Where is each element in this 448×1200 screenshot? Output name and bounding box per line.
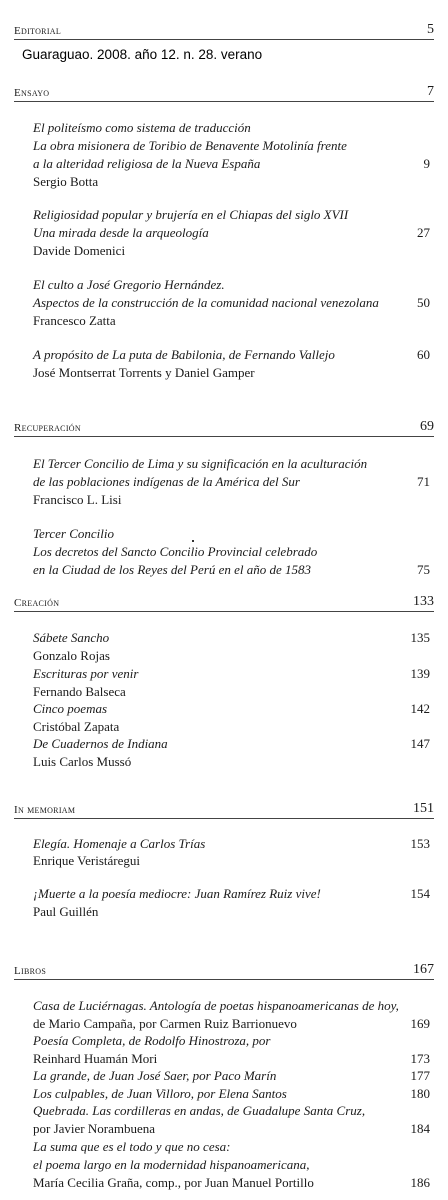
divider xyxy=(14,818,434,819)
entry-title-line: Elegía. Homenaje a Carlos Trías xyxy=(33,836,206,851)
entry-author: Cristóbal Zapata xyxy=(33,719,120,734)
section-page: 5 xyxy=(427,22,434,37)
entry-page: 60 xyxy=(417,347,430,362)
section-label: In memoriam xyxy=(14,804,76,816)
entry-title-line: Casa de Luciérnagas. Antología de poetas hispanoamericanas de hoy, xyxy=(33,998,399,1013)
section-label: Ensayo xyxy=(14,87,50,99)
entry-page: 186 xyxy=(410,1175,430,1190)
section-label: Creación xyxy=(14,597,60,609)
entry-credit: por Javier Norambuena xyxy=(33,1121,156,1136)
entry-title-line: el poema largo en la modernidad hispanoamericana, xyxy=(33,1157,310,1172)
section-header-libros xyxy=(14,960,434,980)
divider xyxy=(14,436,434,437)
entry-title-line: a la alteridad religiosa de la Nueva España xyxy=(33,156,261,171)
entry-title-line: El Tercer Concilio de Lima y su significación en la aculturación xyxy=(33,456,368,471)
entry-title-line: La grande, de Juan José Saer, por Paco Marín xyxy=(33,1068,277,1083)
section-label: Editorial xyxy=(14,25,62,37)
divider xyxy=(14,979,434,980)
entry-author: Luis Carlos Mussó xyxy=(33,754,132,769)
entry-credit: de Mario Campaña, por Carmen Ruiz Barrionuevo xyxy=(33,1016,297,1031)
entry-author: Francisco L. Lisi xyxy=(33,492,122,507)
section-page: 167 xyxy=(413,962,434,977)
entry-title-line: El culto a José Gregorio Hernández. xyxy=(33,277,225,292)
entry-credit: Reinhard Huamán Mori xyxy=(33,1051,158,1066)
section-page: 133 xyxy=(413,594,434,609)
divider xyxy=(14,39,434,40)
entry-title-line: A propósito de La puta de Babilonia, de Fernando Vallejo xyxy=(33,347,335,362)
entry-page: 135 xyxy=(410,630,430,645)
section-header-recuperacion xyxy=(14,417,434,437)
entry-page: 50 xyxy=(417,295,430,310)
divider xyxy=(14,101,434,102)
entry-page: 169 xyxy=(410,1016,430,1031)
entry-author: Davide Domenici xyxy=(33,243,126,258)
entry-page: 71 xyxy=(417,474,430,489)
entry-title-line: De Cuadernos de Indiana xyxy=(33,736,168,751)
stray-dot xyxy=(192,540,194,542)
entry-title-line: Religiosidad popular y brujería en el Chiapas del siglo XVII xyxy=(33,207,349,222)
section-header-in-memoriam xyxy=(14,799,434,819)
entry-title-line: ¡Muerte a la poesía mediocre: Juan Ramírez Ruiz vive! xyxy=(33,886,321,901)
entry-author: Sergio Botta xyxy=(33,174,99,189)
section-page: 69 xyxy=(420,419,434,434)
entry-page: 154 xyxy=(410,886,430,901)
entry-page: 147 xyxy=(410,736,430,751)
entry-author: Paul Guillén xyxy=(33,904,99,919)
entry-title-line: Aspectos de la construcción de la comunidad nacional venezolana xyxy=(33,295,379,310)
entry-title-line: Tercer Concilio xyxy=(33,526,115,541)
entry-title-line: Cinco poemas xyxy=(33,701,108,716)
entry-title-line: El politeísmo como sistema de traducción xyxy=(33,120,251,135)
entry-author: Fernando Balseca xyxy=(33,684,126,699)
entry-author: Enrique Veristáregui xyxy=(33,853,140,868)
entry-page: 180 xyxy=(410,1086,430,1101)
entry-title-line: Los decretos del Sancto Concilio Provincial celebrado xyxy=(33,544,318,559)
entry-page: 75 xyxy=(417,562,430,577)
entry-title-line: en la Ciudad de los Reyes del Perú en el año de 1583 xyxy=(33,562,311,577)
journal-subtitle: Guaraguao. 2008. año 12. n. 28. verano xyxy=(22,47,263,62)
section-header-creacion xyxy=(14,592,434,612)
entry-title-line: Una mirada desde la arqueología xyxy=(33,225,209,240)
entry-page: 184 xyxy=(410,1121,430,1136)
entry-author: José Montserrat Torrents y Daniel Gamper xyxy=(33,365,255,380)
entry-title-line: Los culpables, de Juan Villoro, por Elena Santos xyxy=(33,1086,287,1101)
entry-page: 9 xyxy=(423,156,430,171)
section-label: Recuperación xyxy=(14,422,81,434)
section-header-editorial xyxy=(14,20,434,40)
entry-title-line: Quebrada. Las cordilleras en andas, de Guadalupe Santa Cruz, xyxy=(33,1103,366,1118)
entry-page: 27 xyxy=(417,225,430,240)
entry-title-line: La obra misionera de Toribio de Benavente Motolinía frente xyxy=(33,138,347,153)
section-page: 7 xyxy=(427,84,434,99)
section-header-ensayo xyxy=(14,82,434,102)
entry-title-line: Escrituras por venir xyxy=(33,666,139,681)
entry-page: 153 xyxy=(410,836,430,851)
entry-title-line: Sábete Sancho xyxy=(33,630,110,645)
entry-page: 173 xyxy=(410,1051,430,1066)
entry-page: 142 xyxy=(410,701,430,716)
entry-author: Gonzalo Rojas xyxy=(33,648,110,663)
entry-title-line: de las poblaciones indígenas de la América del Sur xyxy=(33,474,300,489)
entry-page: 177 xyxy=(410,1068,430,1083)
entry-page: 139 xyxy=(410,666,430,681)
entry-author: Francesco Zatta xyxy=(33,313,116,328)
divider xyxy=(14,611,434,612)
entry-title-line: Poesía Completa, de Rodolfo Hinostroza, por xyxy=(33,1033,271,1048)
entry-title-line: La suma que es el todo y que no cesa: xyxy=(33,1139,231,1154)
entry-credit: María Cecilia Graña, comp., por Juan Manuel Portillo xyxy=(33,1175,314,1190)
section-label: Libros xyxy=(14,965,47,977)
section-page: 151 xyxy=(413,801,434,816)
